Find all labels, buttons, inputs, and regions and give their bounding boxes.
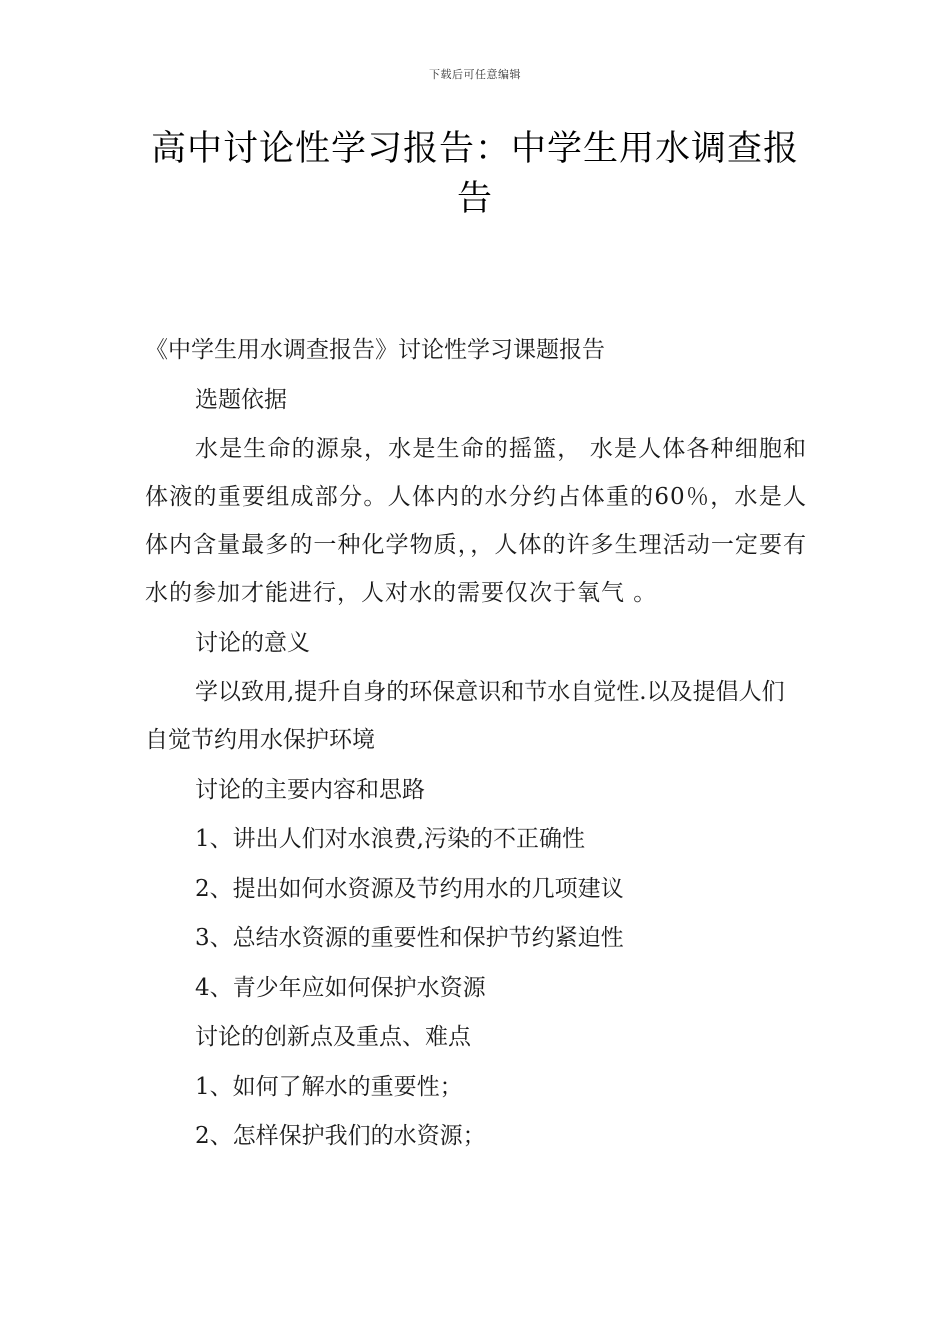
list-item: 4、青少年应如何保护水资源 [195,974,486,1001]
section-heading-innovation: 讨论的创新点及重点、难点 [195,1024,471,1050]
list-item: 2、怎样保护我们的水资源； [195,1123,486,1149]
document-body [145,326,807,1162]
header-note: 下载后可任意编辑 [429,68,521,81]
document-title: 高中讨论性学习报告：中学生用水调查报告 [150,129,799,219]
section-heading-basis: 选题依据 [195,386,287,413]
list-item: 3、总结水资源的重要性和保护节约紧迫性 [195,925,624,951]
section-heading-content: 讨论的主要内容和思路 [195,776,425,803]
list-item: 1、如何了解水的重要性； [195,1073,463,1100]
list-item: 1、讲出人们对水浪费,污染的不正确性 [195,826,585,852]
paragraph-basis: 水是生命的源泉，水是生命的摇篮， 水是人体各种细胞和体液的重要组成部分。人体内的水分约占体重的60％，水是人体内含量最多的一种化学物质，，人体的许多生理活动一定要有水的参加才能进行，人对水的需要仅次于氧气 。 [145,436,807,606]
paragraph-meaning: 学以致用,提升自身的环保意识和节水自觉性.以及提倡人们自觉节约用水保护环境 [145,679,785,753]
section-heading-meaning: 讨论的意义 [195,629,310,656]
list-item: 2、提出如何水资源及节约用水的几项建议 [195,875,624,902]
report-heading: 《中学生用水调查报告》讨论性学习课题报告 [145,337,605,363]
